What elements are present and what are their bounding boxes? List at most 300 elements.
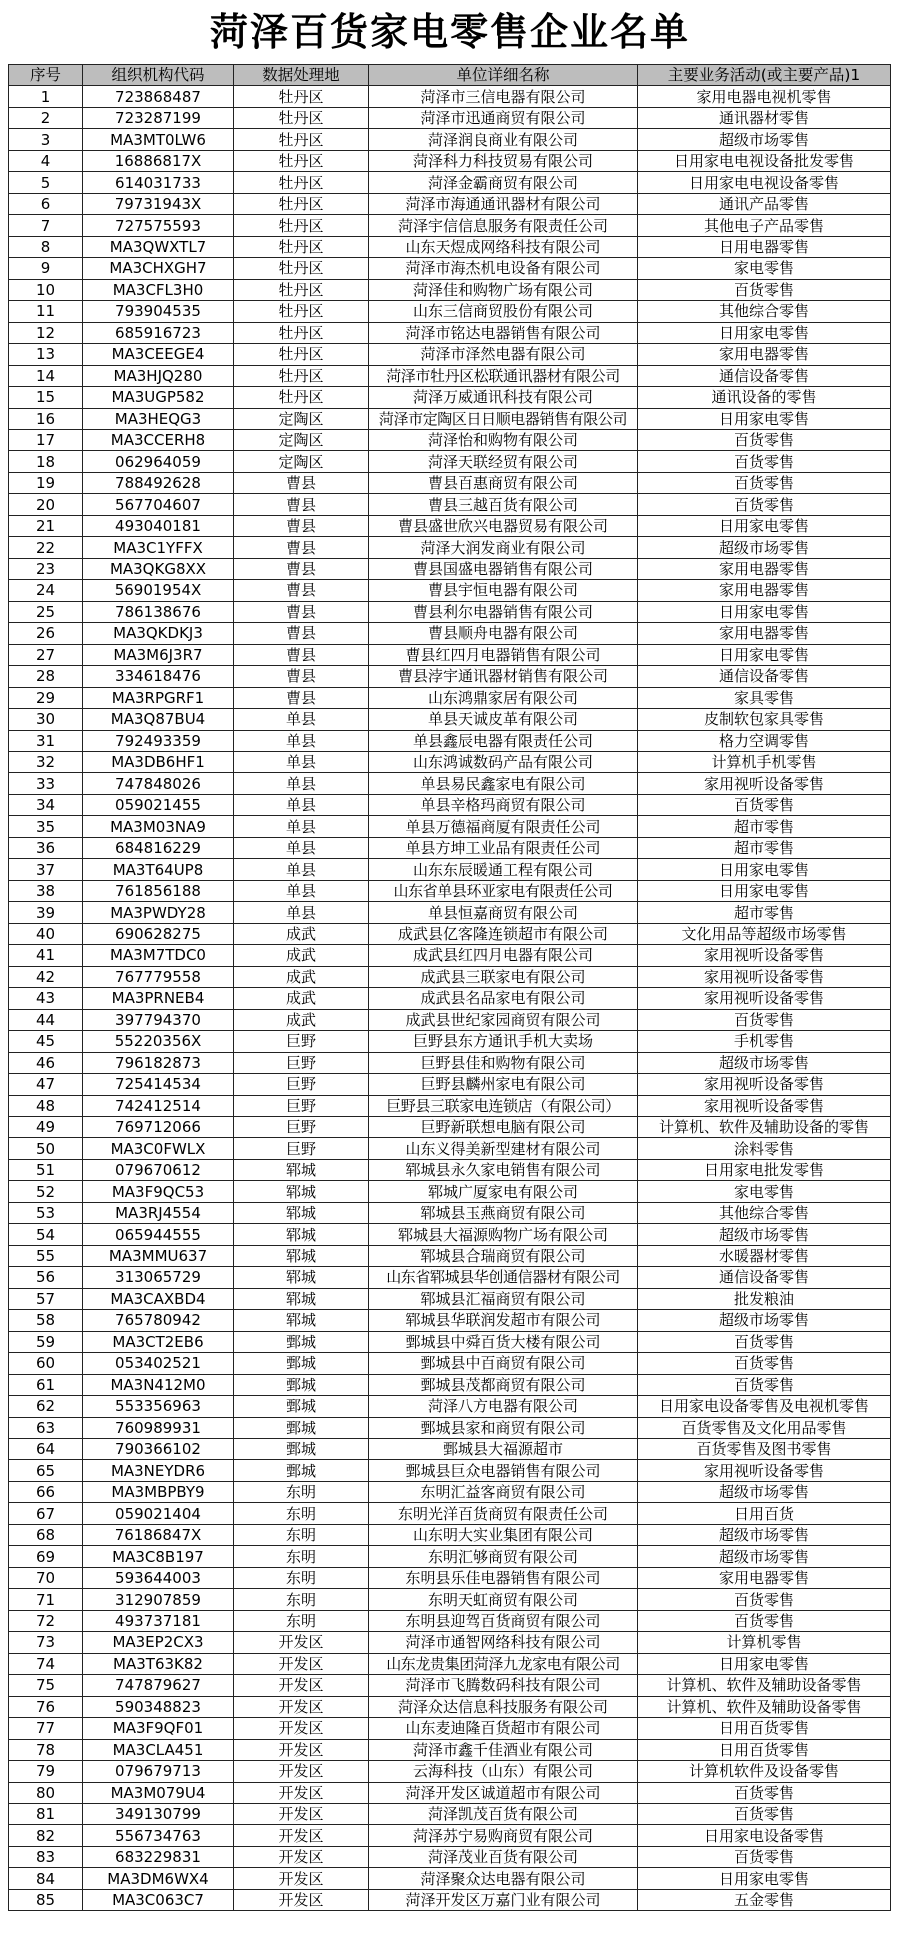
cell-location: 开发区 <box>234 1739 369 1760</box>
cell-location: 鄄城 <box>234 1353 369 1374</box>
cell-location: 定陶区 <box>234 429 369 450</box>
cell-index: 68 <box>9 1524 83 1545</box>
cell-business: 家用视听设备零售 <box>638 988 891 1009</box>
cell-unit-name: 菏泽凯茂百货有限公司 <box>369 1803 638 1824</box>
cell-unit-name: 巨野新联想电脑有限公司 <box>369 1116 638 1137</box>
cell-unit-name: 菏泽众达信息科技服务有限公司 <box>369 1696 638 1717</box>
cell-index: 36 <box>9 837 83 858</box>
cell-business: 超级市场零售 <box>638 1052 891 1073</box>
cell-index: 6 <box>9 193 83 214</box>
cell-business: 日用家电电视设备批发零售 <box>638 150 891 171</box>
table-row <box>9 1181 891 1202</box>
cell-business: 日用家电零售 <box>638 644 891 665</box>
cell-org-code: MA3T63K82 <box>83 1653 234 1674</box>
table-row <box>9 1460 891 1481</box>
table-row <box>9 429 891 450</box>
table-row <box>9 988 891 1009</box>
cell-location: 牡丹区 <box>234 129 369 150</box>
table-row <box>9 1524 891 1545</box>
table-row <box>9 193 891 214</box>
cell-org-code: MA3RPGRF1 <box>83 687 234 708</box>
cell-index: 19 <box>9 472 83 493</box>
cell-unit-name: 鄄城县茂都商贸有限公司 <box>369 1374 638 1395</box>
cell-org-code: 493737181 <box>83 1610 234 1631</box>
cell-index: 71 <box>9 1589 83 1610</box>
cell-business: 五金零售 <box>638 1889 891 1910</box>
cell-business: 计算机软件及设备零售 <box>638 1761 891 1782</box>
cell-org-code: 053402521 <box>83 1353 234 1374</box>
cell-business: 日用家电零售 <box>638 515 891 536</box>
cell-location: 曹县 <box>234 601 369 622</box>
cell-index: 21 <box>9 515 83 536</box>
table-row <box>9 1310 891 1331</box>
cell-location: 巨野 <box>234 1095 369 1116</box>
cell-index: 83 <box>9 1846 83 1867</box>
cell-index: 44 <box>9 1009 83 1030</box>
cell-org-code: 556734763 <box>83 1825 234 1846</box>
cell-org-code: 788492628 <box>83 472 234 493</box>
cell-index: 75 <box>9 1675 83 1696</box>
cell-unit-name: 菏泽金霸商贸有限公司 <box>369 172 638 193</box>
cell-index: 79 <box>9 1761 83 1782</box>
cell-location: 牡丹区 <box>234 301 369 322</box>
cell-business: 超级市场零售 <box>638 1224 891 1245</box>
cell-unit-name: 巨野县麟州家电有限公司 <box>369 1074 638 1095</box>
cell-location: 东明 <box>234 1589 369 1610</box>
table-row <box>9 1331 891 1352</box>
cell-index: 66 <box>9 1481 83 1502</box>
cell-location: 东明 <box>234 1503 369 1524</box>
table-row <box>9 1825 891 1846</box>
table-row <box>9 1739 891 1760</box>
cell-org-code: MA3N412M0 <box>83 1374 234 1395</box>
cell-org-code: 76186847X <box>83 1524 234 1545</box>
cell-business: 水暖器材零售 <box>638 1245 891 1266</box>
cell-index: 60 <box>9 1353 83 1374</box>
table-row <box>9 1868 891 1889</box>
cell-org-code: MA3F9QF01 <box>83 1718 234 1739</box>
cell-location: 曹县 <box>234 644 369 665</box>
cell-location: 单县 <box>234 709 369 730</box>
cell-unit-name: 菏泽八方电器有限公司 <box>369 1396 638 1417</box>
cell-index: 57 <box>9 1288 83 1309</box>
cell-index: 78 <box>9 1739 83 1760</box>
cell-unit-name: 菏泽怡和购物有限公司 <box>369 429 638 450</box>
cell-index: 3 <box>9 129 83 150</box>
cell-location: 单县 <box>234 837 369 858</box>
cell-index: 82 <box>9 1825 83 1846</box>
cell-org-code: 742412514 <box>83 1095 234 1116</box>
cell-index: 1 <box>9 86 83 107</box>
cell-business: 格力空调零售 <box>638 730 891 751</box>
table-row <box>9 709 891 730</box>
cell-business: 家用视听设备零售 <box>638 1460 891 1481</box>
table-row <box>9 945 891 966</box>
cell-business: 通信设备零售 <box>638 666 891 687</box>
table-row <box>9 966 891 987</box>
cell-location: 巨野 <box>234 1138 369 1159</box>
cell-unit-name: 郓城县玉燕商贸有限公司 <box>369 1202 638 1223</box>
table-row <box>9 1396 891 1417</box>
cell-unit-name: 曹县利尔电器销售有限公司 <box>369 601 638 622</box>
cell-org-code: MA3MMU637 <box>83 1245 234 1266</box>
cell-business: 百货零售 <box>638 279 891 300</box>
cell-business: 计算机、软件及辅助设备零售 <box>638 1675 891 1696</box>
cell-index: 11 <box>9 301 83 322</box>
cell-org-code: MA3DM6WX4 <box>83 1868 234 1889</box>
cell-index: 28 <box>9 666 83 687</box>
cell-location: 曹县 <box>234 666 369 687</box>
cell-business: 通信设备零售 <box>638 365 891 386</box>
cell-index: 53 <box>9 1202 83 1223</box>
cell-location: 牡丹区 <box>234 150 369 171</box>
table-row <box>9 387 891 408</box>
cell-unit-name: 曹县顺舟电器有限公司 <box>369 623 638 644</box>
cell-business: 百货零售 <box>638 1782 891 1803</box>
cell-index: 26 <box>9 623 83 644</box>
cell-index: 14 <box>9 365 83 386</box>
cell-index: 73 <box>9 1632 83 1653</box>
cell-org-code: MA3EP2CX3 <box>83 1632 234 1653</box>
cell-org-code: MA3C1YFFX <box>83 537 234 558</box>
cell-index: 34 <box>9 794 83 815</box>
cell-unit-name: 山东龙贵集团菏泽九龙家电有限公司 <box>369 1653 638 1674</box>
cell-location: 郓城 <box>234 1245 369 1266</box>
table-row <box>9 1417 891 1438</box>
cell-index: 51 <box>9 1159 83 1180</box>
cell-unit-name: 菏泽聚众达电器有限公司 <box>369 1868 638 1889</box>
table-row <box>9 687 891 708</box>
cell-business: 日用家电零售 <box>638 1868 891 1889</box>
cell-unit-name: 菏泽天联经贸有限公司 <box>369 451 638 472</box>
cell-org-code: 767779558 <box>83 966 234 987</box>
cell-unit-name: 曹县盛世欣兴电器贸易有限公司 <box>369 515 638 536</box>
cell-index: 69 <box>9 1546 83 1567</box>
cell-index: 15 <box>9 387 83 408</box>
cell-unit-name: 菏泽大润发商业有限公司 <box>369 537 638 558</box>
cell-location: 定陶区 <box>234 408 369 429</box>
table-row <box>9 773 891 794</box>
cell-org-code: MA3M079U4 <box>83 1782 234 1803</box>
cell-index: 39 <box>9 902 83 923</box>
cell-business: 日用电器零售 <box>638 236 891 257</box>
table-row <box>9 1095 891 1116</box>
cell-business: 百货零售 <box>638 1374 891 1395</box>
cell-business: 日用家电零售 <box>638 601 891 622</box>
cell-business: 超市零售 <box>638 837 891 858</box>
cell-org-code: MA3HJQ280 <box>83 365 234 386</box>
cell-unit-name: 山东天煜成网络科技有限公司 <box>369 236 638 257</box>
cell-business: 日用家电零售 <box>638 859 891 880</box>
cell-location: 开发区 <box>234 1889 369 1910</box>
table-row <box>9 172 891 193</box>
cell-index: 35 <box>9 816 83 837</box>
cell-index: 47 <box>9 1074 83 1095</box>
cell-org-code: 747879627 <box>83 1675 234 1696</box>
cell-unit-name: 山东鸿鼎家居有限公司 <box>369 687 638 708</box>
cell-index: 72 <box>9 1610 83 1631</box>
cell-unit-name: 曹县宇恒电器有限公司 <box>369 580 638 601</box>
cell-unit-name: 单县恒嘉商贸有限公司 <box>369 902 638 923</box>
cell-unit-name: 鄄城县巨众电器销售有限公司 <box>369 1460 638 1481</box>
cell-index: 45 <box>9 1031 83 1052</box>
table-row <box>9 1267 891 1288</box>
cell-unit-name: 单县万德福商厦有限责任公司 <box>369 816 638 837</box>
cell-org-code: 614031733 <box>83 172 234 193</box>
cell-location: 郓城 <box>234 1181 369 1202</box>
table-row <box>9 1632 891 1653</box>
cell-location: 牡丹区 <box>234 387 369 408</box>
cell-business: 百货零售 <box>638 1803 891 1824</box>
table-row <box>9 1567 891 1588</box>
cell-business: 其他电子产品零售 <box>638 215 891 236</box>
cell-unit-name: 成武县名品家电有限公司 <box>369 988 638 1009</box>
table-row <box>9 322 891 343</box>
table-row <box>9 129 891 150</box>
cell-org-code: 723868487 <box>83 86 234 107</box>
table-row <box>9 365 891 386</box>
cell-business: 日用家电设备零售 <box>638 1825 891 1846</box>
cell-org-code: 765780942 <box>83 1310 234 1331</box>
cell-unit-name: 菏泽润良商业有限公司 <box>369 129 638 150</box>
cell-unit-name: 郓城县永久家电销售有限公司 <box>369 1159 638 1180</box>
table-row <box>9 558 891 579</box>
table-row <box>9 794 891 815</box>
table-row <box>9 1718 891 1739</box>
cell-location: 鄄城 <box>234 1374 369 1395</box>
cell-location: 牡丹区 <box>234 193 369 214</box>
table-row <box>9 923 891 944</box>
cell-business: 百货零售 <box>638 1846 891 1867</box>
cell-unit-name: 鄄城县中百商贸有限公司 <box>369 1353 638 1374</box>
cell-index: 31 <box>9 730 83 751</box>
cell-index: 38 <box>9 880 83 901</box>
cell-index: 62 <box>9 1396 83 1417</box>
cell-location: 单县 <box>234 730 369 751</box>
cell-unit-name: 东明县乐佳电器销售有限公司 <box>369 1567 638 1588</box>
cell-org-code: 793904535 <box>83 301 234 322</box>
cell-business: 日用百货零售 <box>638 1718 891 1739</box>
table-row <box>9 1653 891 1674</box>
cell-business: 通讯器材零售 <box>638 107 891 128</box>
cell-unit-name: 菏泽市铭达电器销售有限公司 <box>369 322 638 343</box>
cell-location: 牡丹区 <box>234 322 369 343</box>
cell-business: 超级市场零售 <box>638 537 891 558</box>
cell-business: 家用电器零售 <box>638 580 891 601</box>
cell-business: 家用视听设备零售 <box>638 945 891 966</box>
cell-index: 63 <box>9 1417 83 1438</box>
cell-unit-name: 菏泽市鑫千佳酒业有限公司 <box>369 1739 638 1760</box>
cell-location: 曹县 <box>234 687 369 708</box>
cell-index: 61 <box>9 1374 83 1395</box>
cell-location: 开发区 <box>234 1846 369 1867</box>
cell-business: 家用电器零售 <box>638 558 891 579</box>
cell-business: 日用家电批发零售 <box>638 1159 891 1180</box>
cell-index: 16 <box>9 408 83 429</box>
table-row <box>9 1159 891 1180</box>
cell-unit-name: 菏泽佳和购物广场有限公司 <box>369 279 638 300</box>
cell-business: 超市零售 <box>638 902 891 923</box>
table-row <box>9 1353 891 1374</box>
cell-index: 64 <box>9 1439 83 1460</box>
cell-unit-name: 东明光洋百货商贸有限责任公司 <box>369 1503 638 1524</box>
document-title: 菏泽百货家电零售企业名单 <box>209 10 690 54</box>
cell-unit-name: 鄄城县中舜百货大楼有限公司 <box>369 1331 638 1352</box>
cell-org-code: MA3Q87BU4 <box>83 709 234 730</box>
cell-org-code: MA3CLA451 <box>83 1739 234 1760</box>
cell-org-code: 796182873 <box>83 1052 234 1073</box>
cell-location: 东明 <box>234 1481 369 1502</box>
cell-location: 鄄城 <box>234 1331 369 1352</box>
cell-business: 百货零售 <box>638 1353 891 1374</box>
cell-business: 手机零售 <box>638 1031 891 1052</box>
cell-business: 百货零售及图书零售 <box>638 1439 891 1460</box>
cell-location: 开发区 <box>234 1868 369 1889</box>
cell-unit-name: 菏泽市海杰机电设备有限公司 <box>369 258 638 279</box>
table-row <box>9 1889 891 1910</box>
table-row <box>9 1031 891 1052</box>
cell-index: 30 <box>9 709 83 730</box>
cell-org-code: MA3QWXTL7 <box>83 236 234 257</box>
cell-org-code: 065944555 <box>83 1224 234 1245</box>
cell-unit-name: 巨野县佳和购物有限公司 <box>369 1052 638 1073</box>
table-row <box>9 1846 891 1867</box>
cell-index: 77 <box>9 1718 83 1739</box>
table-row <box>9 601 891 622</box>
cell-business: 家用视听设备零售 <box>638 1074 891 1095</box>
cell-business: 超级市场零售 <box>638 129 891 150</box>
cell-org-code: MA3DB6HF1 <box>83 752 234 773</box>
table-row <box>9 580 891 601</box>
cell-location: 东明 <box>234 1567 369 1588</box>
cell-index: 54 <box>9 1224 83 1245</box>
table-row <box>9 902 891 923</box>
cell-index: 67 <box>9 1503 83 1524</box>
cell-index: 59 <box>9 1331 83 1352</box>
cell-unit-name: 郓城县华联润发超市有限公司 <box>369 1310 638 1331</box>
cell-index: 65 <box>9 1460 83 1481</box>
cell-location: 开发区 <box>234 1718 369 1739</box>
cell-unit-name: 郓城县合瑞商贸有限公司 <box>369 1245 638 1266</box>
cell-org-code: 590348823 <box>83 1696 234 1717</box>
cell-location: 单县 <box>234 794 369 815</box>
cell-unit-name: 曹县百惠商贸有限公司 <box>369 472 638 493</box>
cell-index: 25 <box>9 601 83 622</box>
table-row <box>9 1782 891 1803</box>
table-row <box>9 1202 891 1223</box>
cell-unit-name: 菏泽苏宁易购商贸有限公司 <box>369 1825 638 1846</box>
cell-index: 18 <box>9 451 83 472</box>
cell-unit-name: 鄄城县家和商贸有限公司 <box>369 1417 638 1438</box>
cell-business: 百货零售 <box>638 794 891 815</box>
cell-index: 56 <box>9 1267 83 1288</box>
cell-org-code: MA3CCERH8 <box>83 429 234 450</box>
cell-org-code: MA3QKG8XX <box>83 558 234 579</box>
table-row <box>9 1675 891 1696</box>
cell-location: 单县 <box>234 880 369 901</box>
cell-index: 12 <box>9 322 83 343</box>
cell-location: 定陶区 <box>234 451 369 472</box>
cell-location: 开发区 <box>234 1632 369 1653</box>
cell-index: 22 <box>9 537 83 558</box>
cell-unit-name: 郓城县汇福商贸有限公司 <box>369 1288 638 1309</box>
cell-org-code: 727575593 <box>83 215 234 236</box>
cell-unit-name: 成武县世纪家园商贸有限公司 <box>369 1009 638 1030</box>
cell-org-code: MA3UGP582 <box>83 387 234 408</box>
table-row <box>9 1761 891 1782</box>
cell-business: 日用家电电视设备零售 <box>638 172 891 193</box>
cell-org-code: MA3PRNEB4 <box>83 988 234 1009</box>
table-row <box>9 730 891 751</box>
cell-location: 成武 <box>234 945 369 966</box>
cell-index: 24 <box>9 580 83 601</box>
cell-org-code: 567704607 <box>83 494 234 515</box>
header-unit-name: 单位详细名称 <box>369 65 638 86</box>
cell-business: 计算机、软件及辅助设备零售 <box>638 1696 891 1717</box>
cell-org-code: 062964059 <box>83 451 234 472</box>
cell-location: 鄄城 <box>234 1417 369 1438</box>
cell-unit-name: 山东明大实业集团有限公司 <box>369 1524 638 1545</box>
cell-index: 7 <box>9 215 83 236</box>
cell-org-code: MA3C8B197 <box>83 1546 234 1567</box>
table-row <box>9 279 891 300</box>
cell-location: 牡丹区 <box>234 279 369 300</box>
cell-business: 计算机、软件及辅助设备的零售 <box>638 1116 891 1137</box>
cell-business: 百货零售 <box>638 494 891 515</box>
cell-unit-name: 东明天虹商贸有限公司 <box>369 1589 638 1610</box>
cell-business: 家用视听设备零售 <box>638 966 891 987</box>
cell-business: 通讯设备的零售 <box>638 387 891 408</box>
table-row <box>9 623 891 644</box>
cell-unit-name: 成武县红四月电器有限公司 <box>369 945 638 966</box>
cell-location: 单县 <box>234 902 369 923</box>
cell-unit-name: 山东麦迪隆百货超市有限公司 <box>369 1718 638 1739</box>
cell-org-code: 690628275 <box>83 923 234 944</box>
table-row <box>9 1009 891 1030</box>
cell-org-code: 79731943X <box>83 193 234 214</box>
cell-business: 家用电器零售 <box>638 1567 891 1588</box>
cell-unit-name: 菏泽市海通通讯器材有限公司 <box>369 193 638 214</box>
cell-unit-name: 菏泽市通智网络科技有限公司 <box>369 1632 638 1653</box>
cell-location: 单县 <box>234 816 369 837</box>
cell-org-code: 349130799 <box>83 1803 234 1824</box>
cell-index: 74 <box>9 1653 83 1674</box>
table-row <box>9 1481 891 1502</box>
cell-location: 牡丹区 <box>234 258 369 279</box>
cell-org-code: 553356963 <box>83 1396 234 1417</box>
cell-business: 百货零售及文化用品零售 <box>638 1417 891 1438</box>
cell-unit-name: 山东鸿诚数码产品有限公司 <box>369 752 638 773</box>
table-row <box>9 1546 891 1567</box>
table-row <box>9 258 891 279</box>
cell-org-code: MA3RJ4554 <box>83 1202 234 1223</box>
header-org-code: 组织机构代码 <box>83 65 234 86</box>
cell-unit-name: 菏泽市飞腾数码科技有限公司 <box>369 1675 638 1696</box>
cell-unit-name: 东明县迎驾百货商贸有限公司 <box>369 1610 638 1631</box>
table-row <box>9 859 891 880</box>
cell-index: 58 <box>9 1310 83 1331</box>
cell-index: 52 <box>9 1181 83 1202</box>
cell-business: 家用视听设备零售 <box>638 773 891 794</box>
table-row <box>9 1052 891 1073</box>
cell-unit-name: 山东省郓城县华创通信器材有限公司 <box>369 1267 638 1288</box>
cell-location: 成武 <box>234 988 369 1009</box>
header-index: 序号 <box>9 65 83 86</box>
cell-location: 单县 <box>234 752 369 773</box>
cell-unit-name: 菏泽茂业百货有限公司 <box>369 1846 638 1867</box>
cell-unit-name: 曹县浡宇通讯器材销售有限公司 <box>369 666 638 687</box>
cell-unit-name: 菏泽宇信信息服务有限责任公司 <box>369 215 638 236</box>
